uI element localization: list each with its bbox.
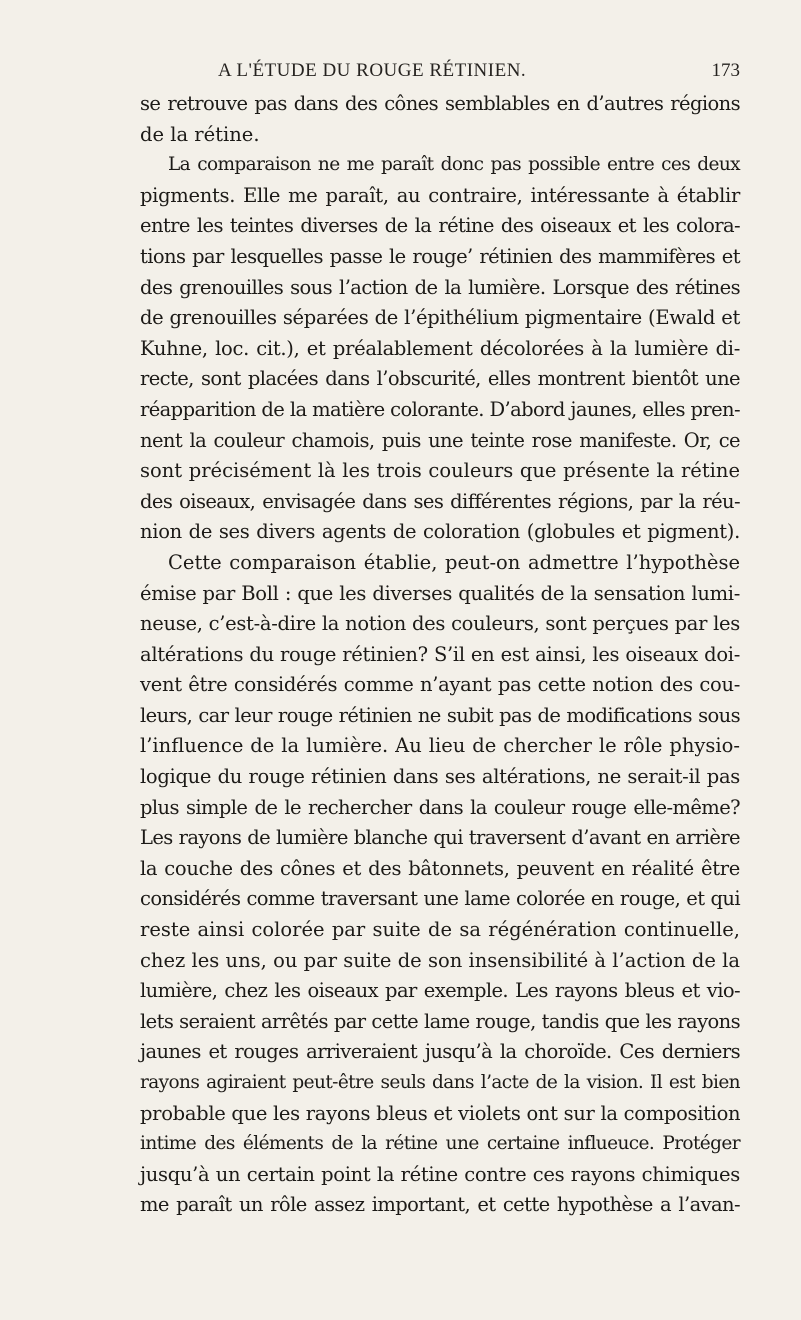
text-line: lumière, chez les oiseaux par exemple. Les rayons bleus et vio- — [140, 979, 740, 1003]
text-line: logique du rouge rétinien dans ses altérations, ne serait-il pas — [140, 765, 740, 789]
text-line: vent être considérés comme n’ayant pas cette notion des cou- — [140, 673, 740, 697]
text-line: altérations du rouge rétinien? S’il en est ainsi, les oiseaux doi- — [140, 642, 740, 666]
text-line: entre les teintes diverses de la rétine des oiseaux et les colora- — [140, 214, 740, 238]
text-line: émise par Boll : que les diverses qualités de la sensation lumi- — [140, 581, 740, 605]
text-line: jaunes et rouges arriveraient jusqu’à la choroïde. Ces derniers — [140, 1040, 740, 1064]
text-line: sont précisément là les trois couleurs que présente la rétine — [140, 459, 740, 483]
text-line: chez les uns, ou par suite de son insensibilité à l’action de la — [140, 948, 740, 972]
text-line: plus simple de le rechercher dans la couleur rouge elle-même? — [140, 795, 740, 819]
text-line: de grenouilles séparées de l’épithélium pigmentaire (Ewald et — [140, 306, 740, 330]
text-line: Kuhne, loc. cit.), et préalablement décolorées à la lumière di- — [140, 336, 740, 360]
text-line: Les rayons de lumière blanche qui traversent d’avant en arrière — [140, 826, 740, 850]
text-line: jusqu’à un certain point la rétine contre ces rayons chimiques — [140, 1162, 740, 1186]
body-text — [140, 89, 740, 1221]
text-line: pigments. Elle me paraît, au contraire, intéressante à établir — [140, 183, 740, 207]
text-line: La comparaison ne me paraît donc pas possible entre ces deux — [168, 154, 740, 176]
text-line: des oiseaux, envisagée dans ses différentes régions, par la réu- — [140, 489, 740, 513]
text-line: se retrouve pas dans des cônes semblables en d’autres régions — [140, 92, 740, 115]
text-line: leurs, car leur rouge rétinien ne subit pas de modifications sous — [140, 703, 740, 727]
text-line: me paraît un rôle assez important, et cette hypothèse a l’avan- — [140, 1193, 740, 1217]
text-line: intime des éléments de la rétine une certaine influeuce. Protéger — [140, 1133, 740, 1155]
running-title: A L'ÉTUDE DU ROUGE RÉTINIEN. — [218, 60, 527, 81]
text-line: considérés comme traversant une lame colorée en rouge, et qui — [140, 887, 740, 911]
text-line: reste ainsi colorée par suite de sa régénération continuelle, — [140, 918, 740, 942]
text-line: nion de ses divers agents de coloration (globules et pigment). — [140, 520, 740, 544]
text-line: neuse, c’est-à-dire la notion des couleurs, sont perçues par les — [140, 612, 740, 636]
text-line: tions par lesquelles passe le rouge’ rétinien des mammifères et — [140, 244, 740, 268]
text-line: la couche des cônes et des bâtonnets, peuvent en réalité être — [140, 856, 740, 880]
text-line: Cette comparaison établie, peut-on admettre l’hypothèse — [168, 550, 740, 574]
page-number: 173 — [711, 60, 740, 81]
text-line: probable que les rayons bleus et violets ont sur la composition — [140, 1101, 741, 1125]
text-line: des grenouilles sous l’action de la lumière. Lorsque des rétines — [140, 275, 740, 299]
text-line: de la rétine. — [140, 122, 260, 146]
text-line: réapparition de la matière colorante. D’abord jaunes, elles pren- — [140, 397, 740, 421]
text-line: lets seraient arrêtés par cette lame rouge, tandis que les rayons — [140, 1009, 740, 1033]
running-head — [218, 60, 740, 90]
text-line: nent la couleur chamois, puis une teinte rose manifeste. Or, ce — [140, 428, 740, 452]
text-line: recte, sont placées dans l’obscurité, elles montrent bientôt une — [140, 367, 740, 391]
text-line: rayons agiraient peut-être seuls dans l’acte de la vision. Il est bien — [140, 1072, 740, 1093]
text-line: l’influence de la lumière. Au lieu de chercher le rôle physio- — [140, 734, 740, 758]
